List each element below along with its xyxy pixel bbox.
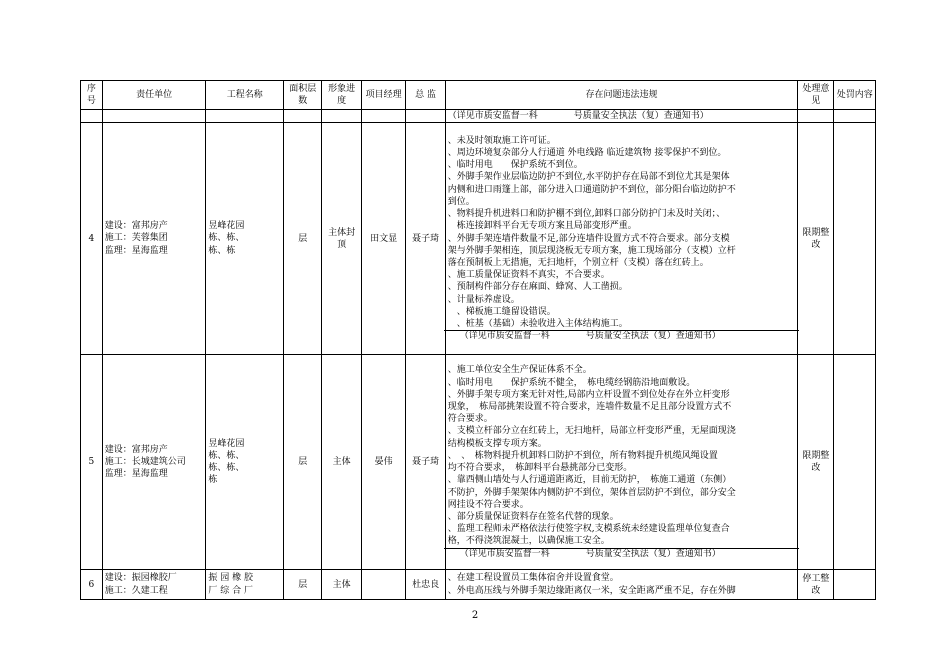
problem-line: 栋连接卸料平台无专项方案且局部变形严重。 <box>447 221 637 232</box>
header-project: 工程名称 <box>206 81 284 110</box>
row-number: 4 <box>81 123 103 355</box>
problem-line: 、计量标养虚设。 <box>447 294 520 305</box>
problem-line: 网挂设不符合要求。 <box>447 499 529 510</box>
notice-reference: （详见市质安监督一科 号质量安全执法（复）查通知书） <box>444 330 799 342</box>
notice-reference: （详见市质安监督一科 号质量安全执法（复）查通知书） <box>444 548 799 560</box>
progress: 主体封顶 <box>322 123 361 355</box>
problems-cell <box>445 123 797 355</box>
unit-line: 建设：富邦房产 <box>104 221 168 232</box>
problem-line: 、部分质量保证资料存在签名代替的现象。 <box>447 511 619 522</box>
carry-over-reference: （详见市质安监督一科 号质量安全执法（复）查通知书） <box>445 110 797 123</box>
area-floors: 层 <box>284 570 322 600</box>
page-number: 2 <box>471 610 479 621</box>
problem-line: 、梯板施工缝留设错误。 <box>447 306 556 317</box>
violation-table <box>80 80 876 600</box>
problem-line: 、临时用电 保护系统不到位。 <box>447 160 583 171</box>
progress: 主体 <box>322 355 361 570</box>
problem-line: 、外电高压线与外脚手架边缘距离仅一米，安全距离严重不足，存在外脚 <box>447 585 736 596</box>
row-number: 5 <box>81 355 103 570</box>
header-problems: 存在问题违法违规 <box>445 81 797 110</box>
problems-cell <box>445 355 797 570</box>
header-unit: 责任单位 <box>102 81 206 110</box>
problem-line: 、在建工程设置员工集体宿舍并设置食堂。 <box>447 573 619 584</box>
progress: 主体 <box>322 570 361 600</box>
project-line: 栋、栋、 <box>208 450 245 461</box>
problem-line: 现象， 栋局部挑架设置不符合要求，连墙件数量不足且部分设置方式不 <box>447 402 732 413</box>
project-line: 昱峰花园 <box>208 438 245 449</box>
header-area: 面积层数 <box>284 81 322 110</box>
project-line: 栋、栋、 <box>208 233 245 244</box>
project-line: 厂 综 合 厂 <box>208 585 253 596</box>
header-progress: 形象进度 <box>322 81 361 110</box>
problem-line: 、物料提升机进料口和防护棚不到位,卸料口部分防护门未及时关闭；、 <box>447 209 726 220</box>
area-floors: 层 <box>284 123 322 355</box>
responsible-unit <box>102 570 206 600</box>
project-line: 昱峰花园 <box>208 221 245 232</box>
handling-opinion: 停工整改 <box>798 570 834 600</box>
header-manager: 项目经理 <box>361 81 406 110</box>
problem-line: 、支模立杆部分立在红砖上，无扫地杆，局部立杆变形严重，无屋面现浇 <box>447 426 736 437</box>
header-row <box>81 81 876 110</box>
problem-line: 均不符合要求， 栋卸料平台悬挑部分已变形。 <box>447 463 633 474</box>
problem-line: 、外脚手架专项方案无针对性,局部内立杆设置不到位处存在外立杆变形 <box>447 389 730 400</box>
problem-line: 、预制构件部分存在麻面、蜂窝、人工凿损。 <box>447 282 628 293</box>
project-manager <box>361 570 406 600</box>
unit-line: 建设：富邦房产 <box>104 444 168 455</box>
chief-supervisor: 杜忠良 <box>406 570 445 600</box>
header-opinion: 处理意见 <box>798 81 834 110</box>
penalty-content <box>834 123 876 355</box>
unit-line: 监理：星海监理 <box>104 245 168 256</box>
chief-supervisor: 聂子琦 <box>406 355 445 570</box>
table-row <box>81 123 876 355</box>
unit-line: 施工：久建工程 <box>104 585 168 596</box>
project-name <box>206 355 284 570</box>
problem-line: 不防护，外脚手架架体内侧防护不到位，架体首层防护不到位，部分安全 <box>447 487 736 498</box>
header-director: 总 监 <box>406 81 445 110</box>
project-name <box>206 123 284 355</box>
problem-line: 、外脚手架作业层临边防护不到位,水平防护存在局部不到位尤其是架体 <box>447 172 730 183</box>
problem-line: 、监理工程师未严格依法行使签字权,支模系统未经建设监理单位复查合 <box>447 524 730 535</box>
table-row <box>81 570 876 600</box>
problem-line: 到位。 <box>447 196 475 207</box>
problem-line: 结构模板支撑专项方案。 <box>447 438 547 449</box>
carry-over-row <box>81 110 876 123</box>
unit-line: 施工：芙蓉集团 <box>104 233 168 244</box>
unit-line: 监理：星海监理 <box>104 469 168 480</box>
problem-line: 、施工单位安全生产保证体系不全。 <box>447 365 592 376</box>
project-line: 振 园 橡 胶 <box>208 573 253 584</box>
problem-line: 、临时用电 保护系统不健全， 栋电缆经钢筋沿地面敷设。 <box>447 377 696 388</box>
project-name <box>206 570 284 600</box>
project-line: 栋、栋、 <box>208 463 245 473</box>
problem-line: 、 、 栋物料提升机卸料口防护不到位，所有物料提升机缆风绳设置 <box>447 450 718 461</box>
responsible-unit <box>102 355 206 570</box>
problem-line: 落在预制板上无措施，无扫地杆，个别立杆（支模）落在红砖上。 <box>447 257 709 268</box>
table-row <box>81 355 876 570</box>
problem-line: 符合要求。 <box>447 414 493 425</box>
penalty-content <box>834 570 876 600</box>
problem-line: 、周边环境复杂部分人行通道 外电线路 临近建筑物 接零保护不到位。 <box>447 148 727 159</box>
area-floors: 层 <box>284 355 322 570</box>
project-line: 栋、栋 <box>208 245 236 256</box>
project-manager: 田文显 <box>361 123 406 355</box>
problem-line: 内侧和进口雨篷上部，部分进入口通道防护不到位，部分阳台临边防护不 <box>447 184 736 195</box>
problem-line: 、外脚手架连墙件数量不足,部分连墙件设置方式不符合要求。部分支模 <box>447 233 730 244</box>
responsible-unit <box>102 123 206 355</box>
problem-line: 架与外脚手架相连，顶层现浇板无专项方案，施工现场部分（支模）立杆 <box>447 245 736 256</box>
penalty-content <box>834 355 876 570</box>
row-number: 6 <box>81 570 103 600</box>
problems-cell <box>445 570 797 600</box>
project-line: 栋 <box>208 475 218 486</box>
header-penalty: 处罚内容 <box>834 81 876 110</box>
header-no: 序号 <box>81 81 103 110</box>
problem-line: 、未及时领取施工许可证。 <box>447 135 556 146</box>
chief-supervisor: 聂子琦 <box>406 123 445 355</box>
handling-opinion: 限期整改 <box>798 355 834 570</box>
handling-opinion: 限期整改 <box>798 123 834 355</box>
problem-line: 格，不得浇筑混凝土，以确保施工安全。 <box>447 536 610 547</box>
unit-line: 施工：长城建筑公司 <box>104 456 186 467</box>
project-manager: 晏伟 <box>361 355 406 570</box>
problem-line: 、桩基（基础）未验收进入主体结构施工。 <box>447 318 628 329</box>
unit-line: 建设：振园橡胶厂 <box>104 573 177 584</box>
problem-line: 、靠西侧山墙处与人行通道距离近，目前无防护， 栋施工通道（东侧） <box>447 475 732 486</box>
problem-line: 、施工质量保证资料不真实，不合要求。 <box>447 270 610 281</box>
